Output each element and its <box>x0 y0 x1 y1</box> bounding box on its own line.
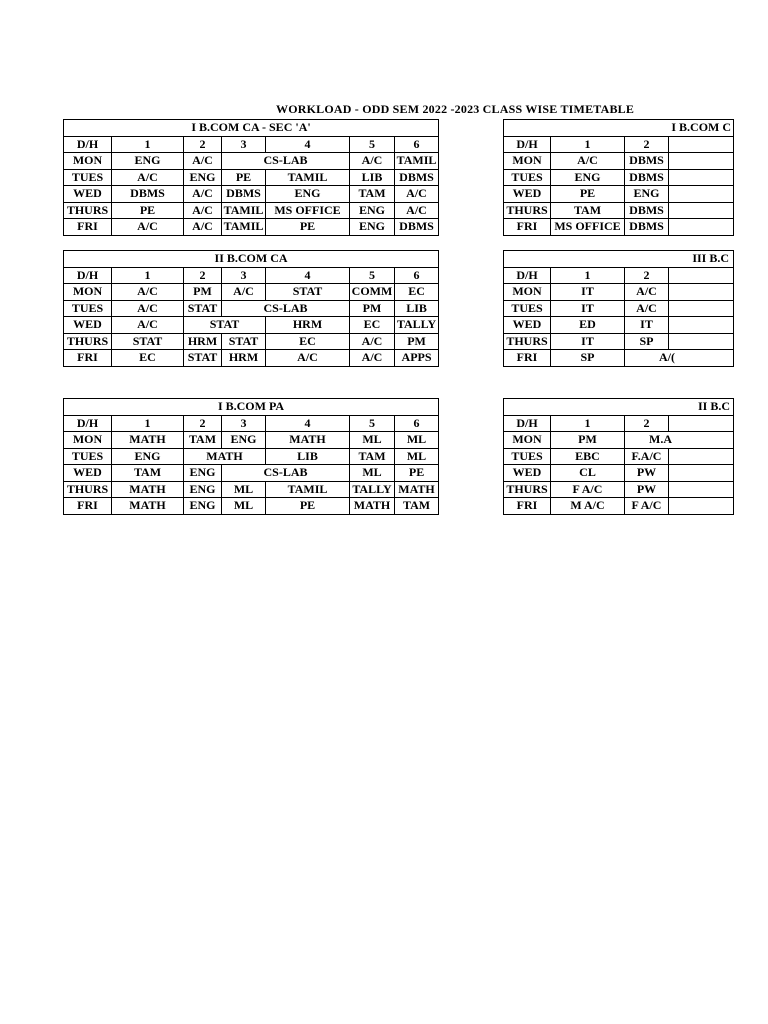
header-cell: 2 <box>625 267 669 284</box>
period-cell: ENG <box>112 153 184 170</box>
period-cell: MATH <box>112 481 184 498</box>
period-cell: STAT <box>112 333 184 350</box>
day-cell: WED <box>504 186 551 203</box>
period-cell: ENG <box>350 219 395 236</box>
header-cell: 5 <box>350 267 395 284</box>
header-cell: 6 <box>395 415 439 432</box>
day-cell: TUES <box>504 300 551 317</box>
period-cell: IT <box>625 317 669 334</box>
period-cell: PM <box>350 300 395 317</box>
day-cell: WED <box>64 186 112 203</box>
day-cell: WED <box>64 317 112 334</box>
period-cell: PE <box>222 169 266 186</box>
period-cell: ML <box>350 432 395 449</box>
day-cell: FRI <box>64 350 112 367</box>
day-cell: FRI <box>504 498 551 515</box>
header-row <box>504 415 734 432</box>
header-row <box>64 136 439 153</box>
period-cell: A/C <box>395 202 439 219</box>
period-cell: A/C <box>350 153 395 170</box>
period-cell: ML <box>222 498 266 515</box>
header-cell: 1 <box>112 267 184 284</box>
period-cell: A/C <box>350 333 395 350</box>
period-cell: A/C <box>112 284 184 301</box>
period-cell: STAT <box>184 350 222 367</box>
header-cell: 6 <box>395 136 439 153</box>
period-cell: COMM <box>350 284 395 301</box>
period-cell: LIB <box>395 300 439 317</box>
period-cell: LIB <box>266 448 350 465</box>
period-cell: EBC <box>551 448 625 465</box>
period-cell: ENG <box>625 186 669 203</box>
header-cell: 4 <box>266 136 350 153</box>
table-title-row <box>504 251 734 268</box>
table-row <box>504 300 734 317</box>
table-row <box>64 153 439 170</box>
period-cell: ENG <box>222 432 266 449</box>
period-cell <box>669 219 734 236</box>
day-cell: TUES <box>504 448 551 465</box>
period-cell: SP <box>625 333 669 350</box>
header-cell: 2 <box>184 267 222 284</box>
period-cell: F A/C <box>551 481 625 498</box>
period-cell: A/C <box>551 153 625 170</box>
period-cell: ML <box>395 432 439 449</box>
header-cell: D/H <box>64 415 112 432</box>
period-cell: MATH <box>266 432 350 449</box>
day-cell: THURS <box>64 333 112 350</box>
day-cell: THURS <box>504 202 551 219</box>
header-cell: 1 <box>551 415 625 432</box>
table-row <box>504 465 734 482</box>
table-row <box>64 448 439 465</box>
document-title: WORKLOAD - ODD SEM 2022 -2023 CLASS WISE TIMETABLE <box>276 102 635 116</box>
table-title-row <box>504 120 734 137</box>
day-cell: MON <box>504 432 551 449</box>
table-title-row <box>64 251 439 268</box>
period-cell: M A/C <box>551 498 625 515</box>
table-row <box>64 498 439 515</box>
header-cell: 2 <box>184 136 222 153</box>
table-row <box>504 432 734 449</box>
period-cell: TALLY <box>395 317 439 334</box>
period-cell: PE <box>266 498 350 515</box>
period-cell: A/C <box>184 153 222 170</box>
period-cell: CL <box>551 465 625 482</box>
period-cell: TAMIL <box>266 169 350 186</box>
header-cell: 4 <box>266 267 350 284</box>
period-cell: ENG <box>350 202 395 219</box>
period-cell: MATH <box>112 432 184 449</box>
period-cell: PE <box>266 219 350 236</box>
period-cell: ENG <box>184 481 222 498</box>
day-cell: MON <box>64 153 112 170</box>
period-cell: ED <box>551 317 625 334</box>
period-cell: EC <box>395 284 439 301</box>
period-cell: DBMS <box>395 169 439 186</box>
day-cell: MON <box>64 432 112 449</box>
timetable-ii-bc-partial <box>503 398 734 515</box>
period-cell: IT <box>551 300 625 317</box>
period-cell: EC <box>266 333 350 350</box>
header-cell: 2 <box>184 415 222 432</box>
period-cell: A/C <box>112 169 184 186</box>
header-cell: 2 <box>625 415 669 432</box>
table-title-row <box>64 399 439 416</box>
period-cell: DBMS <box>395 219 439 236</box>
table-row <box>64 465 439 482</box>
day-cell: MON <box>504 284 551 301</box>
day-cell: FRI <box>64 219 112 236</box>
header-cell <box>669 136 734 153</box>
day-cell: TUES <box>64 300 112 317</box>
period-cell: ML <box>350 465 395 482</box>
header-cell: D/H <box>64 136 112 153</box>
table-row <box>504 202 734 219</box>
table-title: I B.COM CA - SEC 'A' <box>64 120 439 137</box>
day-cell: THURS <box>64 481 112 498</box>
table-row <box>504 284 734 301</box>
table-row <box>64 317 439 334</box>
day-cell: TUES <box>64 448 112 465</box>
header-row <box>504 136 734 153</box>
day-cell: WED <box>504 465 551 482</box>
day-cell: WED <box>64 465 112 482</box>
period-cell: DBMS <box>222 186 266 203</box>
period-cell: PE <box>395 465 439 482</box>
period-cell: STAT <box>222 333 266 350</box>
day-cell: FRI <box>504 350 551 367</box>
day-cell: MON <box>64 284 112 301</box>
period-cell: PM <box>551 432 625 449</box>
period-cell: MATH <box>112 498 184 515</box>
day-cell: THURS <box>64 202 112 219</box>
timetable-i-bcom-pa <box>63 398 439 515</box>
header-cell: 4 <box>266 415 350 432</box>
timetable-clip-right-2 <box>503 250 729 367</box>
header-cell: D/H <box>504 415 551 432</box>
period-cell: PW <box>625 465 669 482</box>
period-cell: STAT <box>266 284 350 301</box>
period-cell: MATH <box>395 481 439 498</box>
table-row <box>64 432 439 449</box>
period-cell <box>669 333 734 350</box>
period-cell: HRM <box>184 333 222 350</box>
period-cell: CS-LAB <box>222 153 350 170</box>
period-cell: TAM <box>112 465 184 482</box>
period-cell: A/C <box>184 202 222 219</box>
table-row <box>64 202 439 219</box>
timetable-ii-bcom-ca <box>63 250 439 367</box>
header-cell <box>669 267 734 284</box>
day-cell: WED <box>504 317 551 334</box>
table-row <box>504 219 734 236</box>
period-cell: TAMIL <box>222 219 266 236</box>
table-title: II B.C <box>504 399 734 416</box>
header-row <box>504 267 734 284</box>
day-cell: FRI <box>64 498 112 515</box>
header-cell: 5 <box>350 136 395 153</box>
header-cell: 1 <box>112 136 184 153</box>
period-cell: ENG <box>551 169 625 186</box>
period-cell: DBMS <box>112 186 184 203</box>
period-cell: CS-LAB <box>222 300 350 317</box>
period-cell: A/C <box>625 300 669 317</box>
period-cell: TAM <box>395 498 439 515</box>
period-cell: F.A/C <box>625 448 669 465</box>
period-cell: A/C <box>350 350 395 367</box>
period-cell: A/C <box>112 300 184 317</box>
period-cell: TAM <box>350 448 395 465</box>
table-title-row <box>64 120 439 137</box>
table-row <box>504 153 734 170</box>
period-cell: MATH <box>184 448 266 465</box>
period-cell: HRM <box>266 317 350 334</box>
table-row <box>504 317 734 334</box>
timetable-iii-bc-partial <box>503 250 734 367</box>
period-cell: SP <box>551 350 625 367</box>
period-cell: DBMS <box>625 219 669 236</box>
period-cell: MS OFFICE <box>551 219 625 236</box>
day-cell: FRI <box>504 219 551 236</box>
period-cell: STAT <box>184 300 222 317</box>
period-cell: DBMS <box>625 153 669 170</box>
period-cell: A/C <box>184 186 222 203</box>
table-title: I B.COM C <box>504 120 734 137</box>
period-cell: STAT <box>184 317 266 334</box>
period-cell: IT <box>551 333 625 350</box>
period-cell: TAM <box>551 202 625 219</box>
period-cell: EC <box>350 317 395 334</box>
table-row <box>504 498 734 515</box>
period-cell: ENG <box>184 498 222 515</box>
table-title: I B.COM PA <box>64 399 439 416</box>
table-row <box>64 300 439 317</box>
period-cell: TALLY <box>350 481 395 498</box>
period-cell: A/C <box>112 219 184 236</box>
period-cell: TAM <box>184 432 222 449</box>
period-cell: ENG <box>266 186 350 203</box>
period-cell: EC <box>112 350 184 367</box>
period-cell: A/C <box>395 186 439 203</box>
period-cell: ML <box>395 448 439 465</box>
period-cell: HRM <box>222 350 266 367</box>
header-cell: D/H <box>64 267 112 284</box>
header-row <box>64 415 439 432</box>
header-cell: 1 <box>551 136 625 153</box>
header-cell: 3 <box>222 267 266 284</box>
timetable-clip-right-3 <box>503 398 731 515</box>
period-cell: TAMIL <box>266 481 350 498</box>
header-cell: 2 <box>625 136 669 153</box>
header-cell: 3 <box>222 415 266 432</box>
table-row <box>64 350 439 367</box>
period-cell: A/C <box>222 284 266 301</box>
day-cell: THURS <box>504 333 551 350</box>
table-row <box>504 350 734 367</box>
period-cell: PE <box>551 186 625 203</box>
period-cell: PM <box>184 284 222 301</box>
header-cell: 1 <box>551 267 625 284</box>
period-cell <box>669 317 734 334</box>
header-cell: D/H <box>504 267 551 284</box>
period-cell <box>669 153 734 170</box>
table-title: III B.C <box>504 251 734 268</box>
period-cell: A/( <box>625 350 734 367</box>
period-cell: A/C <box>625 284 669 301</box>
timetable-clip-right-1 <box>503 119 732 236</box>
period-cell: TAM <box>350 186 395 203</box>
header-cell: D/H <box>504 136 551 153</box>
day-cell: TUES <box>64 169 112 186</box>
period-cell: ENG <box>184 465 222 482</box>
table-row <box>64 169 439 186</box>
table-title-row <box>504 399 734 416</box>
table-row <box>504 186 734 203</box>
period-cell <box>669 465 734 482</box>
period-cell: A/C <box>184 219 222 236</box>
period-cell: PW <box>625 481 669 498</box>
period-cell: ML <box>222 481 266 498</box>
table-row <box>64 333 439 350</box>
day-cell: TUES <box>504 169 551 186</box>
period-cell <box>669 448 734 465</box>
period-cell <box>669 186 734 203</box>
period-cell: LIB <box>350 169 395 186</box>
period-cell: PE <box>112 202 184 219</box>
table-title: II B.COM CA <box>64 251 439 268</box>
period-cell: MATH <box>350 498 395 515</box>
period-cell: TAMIL <box>395 153 439 170</box>
period-cell <box>669 481 734 498</box>
period-cell: APPS <box>395 350 439 367</box>
header-row <box>64 267 439 284</box>
day-cell: THURS <box>504 481 551 498</box>
header-cell: 3 <box>222 136 266 153</box>
period-cell: A/C <box>266 350 350 367</box>
period-cell: TAMIL <box>222 202 266 219</box>
header-cell: 6 <box>395 267 439 284</box>
table-row <box>64 284 439 301</box>
table-row <box>64 481 439 498</box>
period-cell <box>669 300 734 317</box>
table-row <box>64 186 439 203</box>
table-row <box>504 333 734 350</box>
period-cell: A/C <box>112 317 184 334</box>
period-cell: IT <box>551 284 625 301</box>
table-row <box>504 481 734 498</box>
period-cell <box>669 202 734 219</box>
timetable-i-bcom-ca-sec-a <box>63 119 439 236</box>
period-cell: ENG <box>184 169 222 186</box>
header-cell: 5 <box>350 415 395 432</box>
period-cell: PM <box>395 333 439 350</box>
table-row <box>504 169 734 186</box>
period-cell: DBMS <box>625 169 669 186</box>
period-cell <box>669 169 734 186</box>
period-cell: CS-LAB <box>222 465 350 482</box>
table-row <box>504 448 734 465</box>
period-cell: F A/C <box>625 498 669 515</box>
period-cell: MS OFFICE <box>266 202 350 219</box>
timetable-i-bcom-c-partial <box>503 119 734 236</box>
period-cell <box>669 498 734 515</box>
period-cell <box>669 284 734 301</box>
day-cell: MON <box>504 153 551 170</box>
period-cell: ENG <box>112 448 184 465</box>
header-cell: 1 <box>112 415 184 432</box>
header-cell <box>669 415 734 432</box>
period-cell: M.A <box>625 432 734 449</box>
period-cell: DBMS <box>625 202 669 219</box>
table-row <box>64 219 439 236</box>
